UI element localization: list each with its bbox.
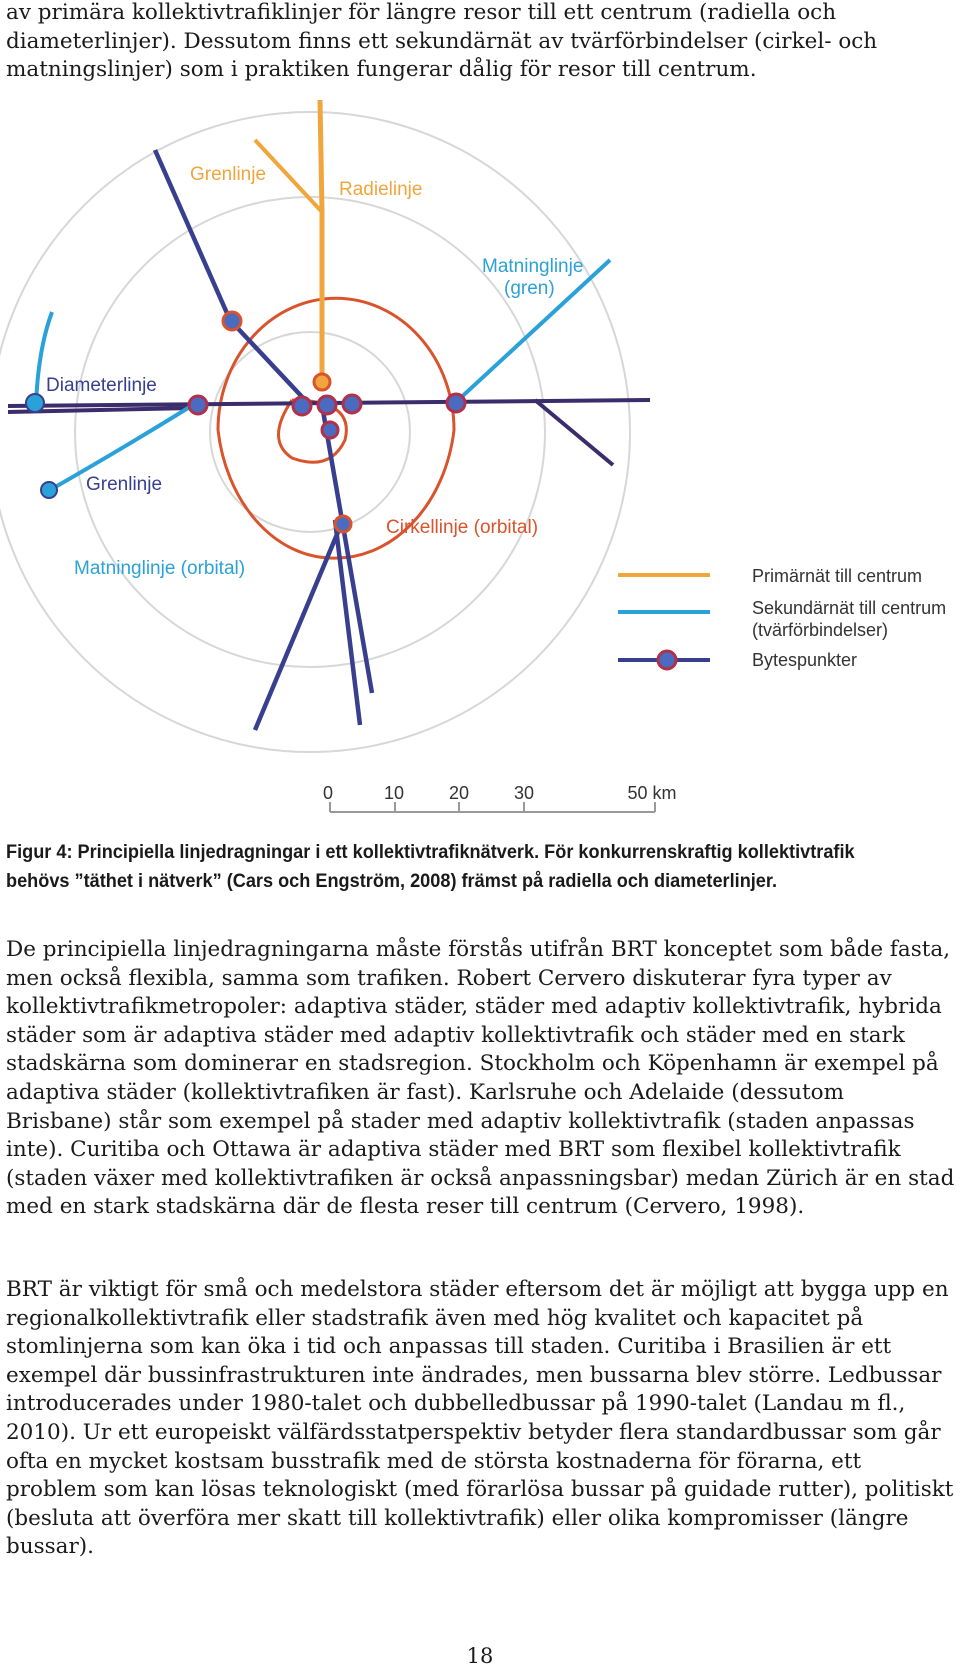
scale-tick-30: 30 [513,783,535,803]
legend-transfer-node [658,651,676,669]
figure-caption-lead: Figur 4: Principiella linjedragningar i ett kollektivtrafiknätverk. [6,841,540,863]
network-diagram [0,100,960,820]
legend-primary-label: Primärnät till centrum [752,566,923,586]
label-matninglinje-orbital: Matninglinje (orbital) [74,558,246,579]
distance-circles [0,112,630,752]
legend-secondary-label-1: Sekundärnät till centrum [752,598,947,618]
body-paragraph-2: BRT är viktigt för små och medelstora städer eftersom det är möjligt att bygga upp en regionalkollektivtrafik eller stadstrafik även med hög kvalitet och kapacitet på stomlinjerna som kan öka i tid och anpassas till staden. Curitiba i Brasilien är ett exempel där bussinfrastrukturen inte ändrades, men bussarna blev större. Ledbussar introducerades under 1980-talet och dubbelledbussar på 1990-talet (Landau m fl., 2010). Ur ett europeiskt välfärdsstatperspektiv betyder flera standardbussar som går ofta en mycket kostsam busstrafik med de största kostnaderna för förarna, ett problem som kan lösas teknologiskt (med förarlösa bussar på guidade rutter), politiskt (besluta att överföra mer skatt till kollektivtrafik) eller olika kompromisser (längre bussar). [6,1277,954,1560]
page-number: 18 [466,1644,494,1668]
label-grenlinje-left: Grenlinje [86,474,163,495]
scale-tick-50: 50 km [627,783,677,803]
scale-tick-20: 20 [448,783,470,803]
intro-paragraph: av primära kollektivtrafiklinjer för längre resor till ett centrum (radiella och diameterlinjer). Dessutom finns ett sekundärnät av tvärförbindelser (cirkel- och matningslinjer) som i praktiken fungerar dålig för resor till centrum. [6,0,878,83]
scale-tick-10: 10 [383,783,405,803]
legend-transfer-label: Bytespunkter [752,650,858,670]
legend [618,566,946,670]
figure-caption-rest: För konkurrenskraftig kollektivtrafik behövs ”täthet i nätverk” (Cars och Engström, 2008) främst på radiella och diameterlinjer. [6,841,855,892]
label-matninglinje-gren-2: (gren) [504,278,555,299]
label-cirkellinje: Cirkellinje (orbital) [386,517,539,538]
radial-line [320,100,322,378]
navy-lines [155,150,372,730]
figure-caption [6,838,890,895]
body-paragraph-1: De principiella linjedragningarna måste förstås utifrån BRT konceptet som både fasta, men också flexibla, samma som trafiken. Robert Cervero diskuterar fyra typer av kollektivtrafikmetropoler: adaptiva städer, städer med adaptiv kollektivtrafik, hybrida städer som är adaptiva städer med adaptiv kollektivtrafik och städer med en stark stadskärna som dominerar en stadsregion. Stockholm och Köpenhamn är exempel på adaptiva städer (kollektivtrafiken är fast). Karlsruhe och Adelaide (dessutom Brisbane) står som exempel på stader med adaptiv kollektivtrafik (staden anpassas inte). Curitiba och Ottawa är adaptiva städer med BRT som flexibel kollektivtrafik (staden växer med kollektivtrafiken är också anpassningsbar) medan Zürich är en stad med en stark stadskärna där de flesta reser till centrum (Cervero, 1998). [6,937,955,1220]
legend-secondary-label-2: (tvärförbindelser) [752,620,889,640]
label-matninglinje-gren-1: Matninglinje [482,256,584,277]
scale-tick-0: 0 [322,783,334,803]
scale-bar [323,783,677,812]
label-grenlinje-top: Grenlinje [190,164,267,185]
label-diameterlinje: Diameterlinje [46,375,157,396]
label-radielinje: Radielinje [339,179,423,200]
